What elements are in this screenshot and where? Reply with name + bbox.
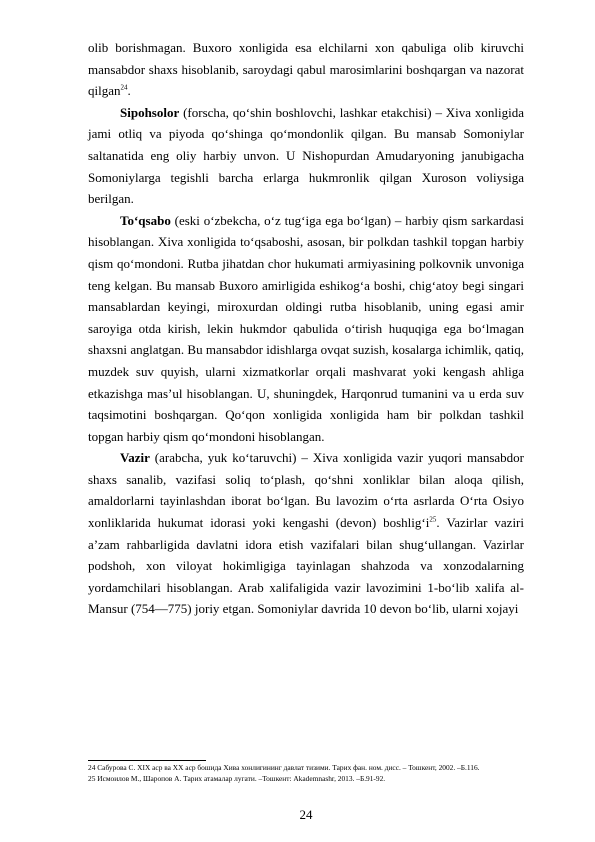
footnote-25: 25 Исмоилов М., Шаропов А. Тарих атамалар лугати. –Тошкент: Akademnashr, 2013. –Б.91-92. <box>88 773 386 783</box>
paragraph-toqsabo <box>88 210 524 448</box>
term-vazir: Vazir <box>120 450 150 466</box>
paragraph-sipohsolor <box>88 102 524 210</box>
paragraph-vazir <box>88 447 524 620</box>
paragraph-text: (forscha, qo‘shin boshlovchi, lashkar etakchisi) – Xiva xonligida jami otliq va piyoda qo‘shinga qo‘mondonlik qilgan. Bu mansab Somoniylar saltanatida eng oliy harbiy unvon. U Nishopurdan Amudaryoning janubigacha Somoniylarga tegishli barcha erlarga hukmronlik qilgan Xuroson voliysiga berilgan. <box>88 104 524 207</box>
paragraph-text: olib borishmagan. Buxoro xonligida esa elchilarni xon qabuliga olib kiruvchi mansabdor shaxs hisoblanib, saroydagi qabul marosimlarini boshqargan va nazorat qilgan <box>88 40 524 99</box>
term-sipohsolor: Sipohsolor <box>120 104 180 120</box>
footnote-24: 24 Сабурова С. XIX аср ва XX аср бошида Хива хонлигининг давлат тизими. Тарих фан. ном. дисс. – Тошкент, 2002. –Б.116. <box>88 763 480 772</box>
body-text <box>88 37 524 620</box>
page-number: 24 <box>299 807 313 822</box>
footnotes <box>88 763 528 784</box>
paragraph-text: (eski o‘zbekcha, o‘z tug‘iga ega bo‘lgan) – harbiy qism sarkardasi hisoblangan. Xiva xonligida to‘qsaboshi, asosan, bir polkdan tashkil topgan harbiy qism qo‘mondoni. Rutba jihatdan chor hukumati armiyasining polkovnik unvoniga teng kelgan. Bu mansab Buxoro amirligida eshikog‘a boshi, chig‘atoy begi singari mansablardan keyingi, miroxurdan oldingi rutba hisoblanib, uning egasi amir saroyiga otda kirish, lekin hukmdor qabulida o‘tirish huquqiga ega bo‘lmagan shaxsni anglatgan. Bu mansabdor idishlarga ovqat suzish, kosalarga ichimlik, qatiq, muzdek suv quyish, ularni xizmatkorlar orqali mashvarat yoki kengash ahliga etkazishga mas’ul hisoblangan. U, shuningdek, Harqonrud tumanini va u erda suv taqsimotini boshqargan. Qo‘qon xonligida xonligida ham bir polkdan tashkil topgan harbiy qism qo‘mondoni hisoblangan. <box>88 212 524 444</box>
paragraph-tail: . <box>127 83 131 99</box>
paragraph-intro <box>88 37 524 102</box>
term-toqsabo: To‘qsabo <box>120 212 171 228</box>
paragraph-text: (arabcha, yuk ko‘taruvchi) – Xiva xonligida vazir yuqori mansabdor shaxs sanalib, vazifasi soliq to‘plash, qo‘shni xonliklar bilan aloqa qilish, amaldorlarni tayinlashdan iborat bo‘lgan. Bu lavozim o‘rta asrlarda O‘rta Osiyo xonliklarida hukumat idorasi yoki kengashi (devon) boshlig‘i <box>88 450 524 531</box>
footnote-ref-24[interactable]: 24 <box>120 83 128 92</box>
footnote-ref-25[interactable]: 25 <box>429 515 437 524</box>
paragraph-tail: . Vazirlar vaziri a’zam rahbarligida davlatni idora etish vazifalari bilan shug‘ullangan. Vazirlar podshoh, xon viloyat hokimligiga tayinlagan shahzoda va xonzodalarning yordamchilari hisoblangan. Arab xalifaligida vazir lavozimini 1-bo‘lib xalifa al-Mansur (754—775) joriy etgan. Somoniylar davrida 10 devon bo‘lib, ularni xojayi <box>88 515 525 617</box>
footnote-separator <box>88 760 206 761</box>
